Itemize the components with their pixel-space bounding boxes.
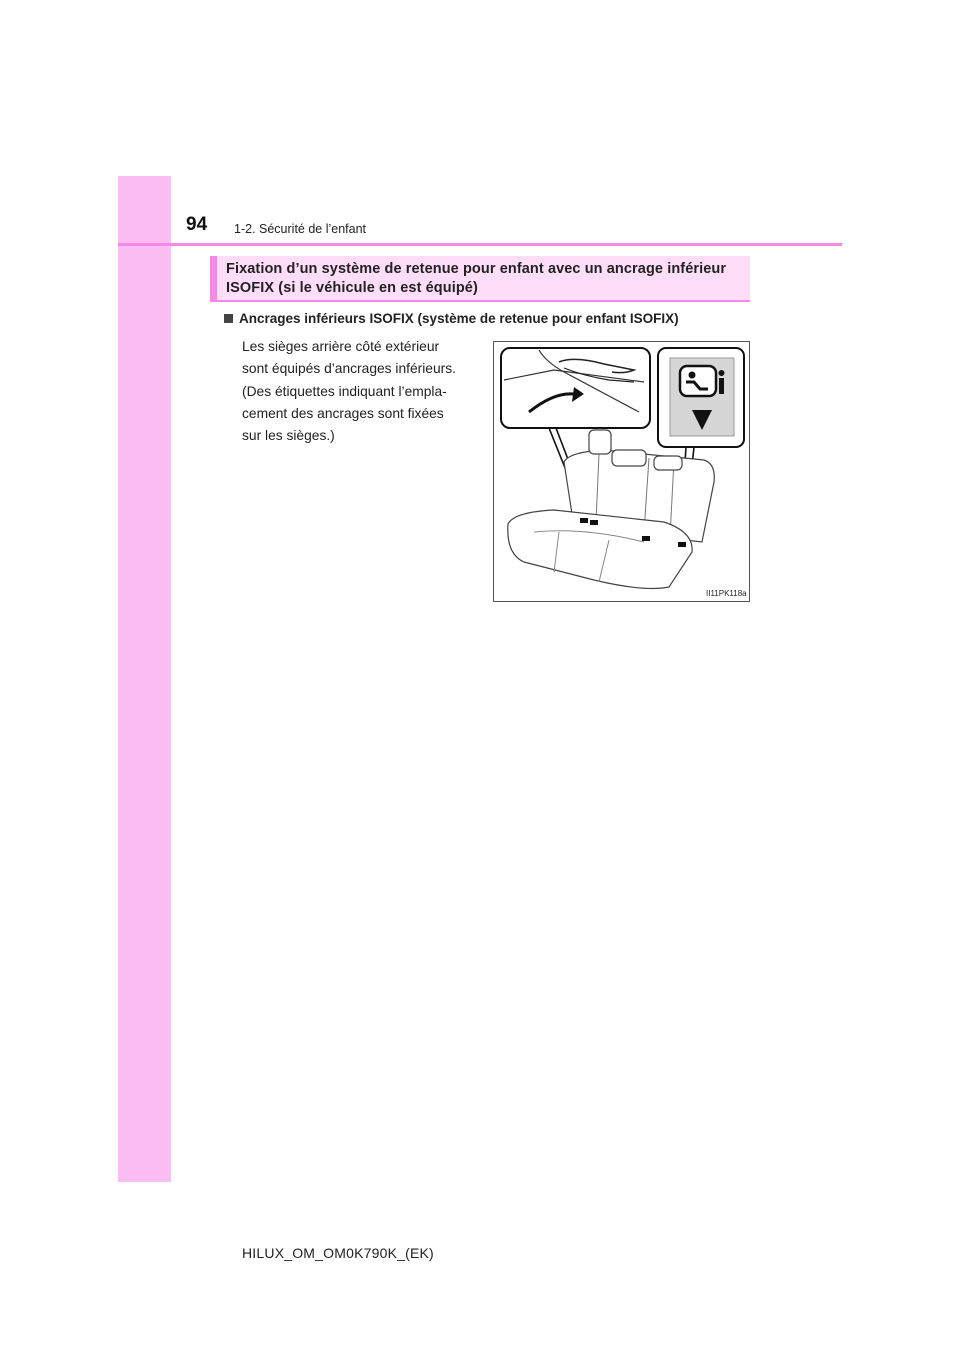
headrest-center: [612, 450, 646, 466]
document-footer: HILUX_OM_OM0K790K_(EK): [242, 1245, 434, 1261]
heading-line-1: Fixation d’un système de retenue pour enfant avec un ancrage inférieur: [226, 261, 727, 277]
body-line: Les sièges arrière côté extérieur: [242, 339, 440, 354]
subheading-text: Ancrages inférieurs ISOFIX (système de retenue pour enfant ISOFIX): [239, 311, 679, 326]
page-number: 94: [186, 214, 208, 235]
figure-code: II11PK118a: [706, 589, 747, 598]
square-bullet-icon: [224, 314, 233, 323]
isofix-illustration: [493, 341, 750, 602]
section-heading-box: [210, 256, 750, 302]
header-rule: [118, 243, 842, 246]
body-paragraph: [242, 336, 478, 447]
side-band: [118, 176, 171, 1182]
body-line: sont équipés d’ancrages inférieurs.: [242, 361, 456, 377]
body-line: (Des étiquettes indiquant l’empla-: [242, 383, 447, 399]
rear-seat-drawing: [494, 342, 749, 601]
section-title: 1-2. Sécurité de l’enfant: [234, 222, 367, 236]
body-line: sur les sièges.): [242, 428, 335, 444]
headrest-left: [589, 430, 611, 454]
body-line: cement des ancrages sont fixées: [242, 405, 444, 421]
subheading: [224, 311, 679, 326]
heading-line-2: ISOFIX (si le véhicule en est équipé): [226, 280, 478, 296]
headrest-right: [654, 456, 682, 470]
